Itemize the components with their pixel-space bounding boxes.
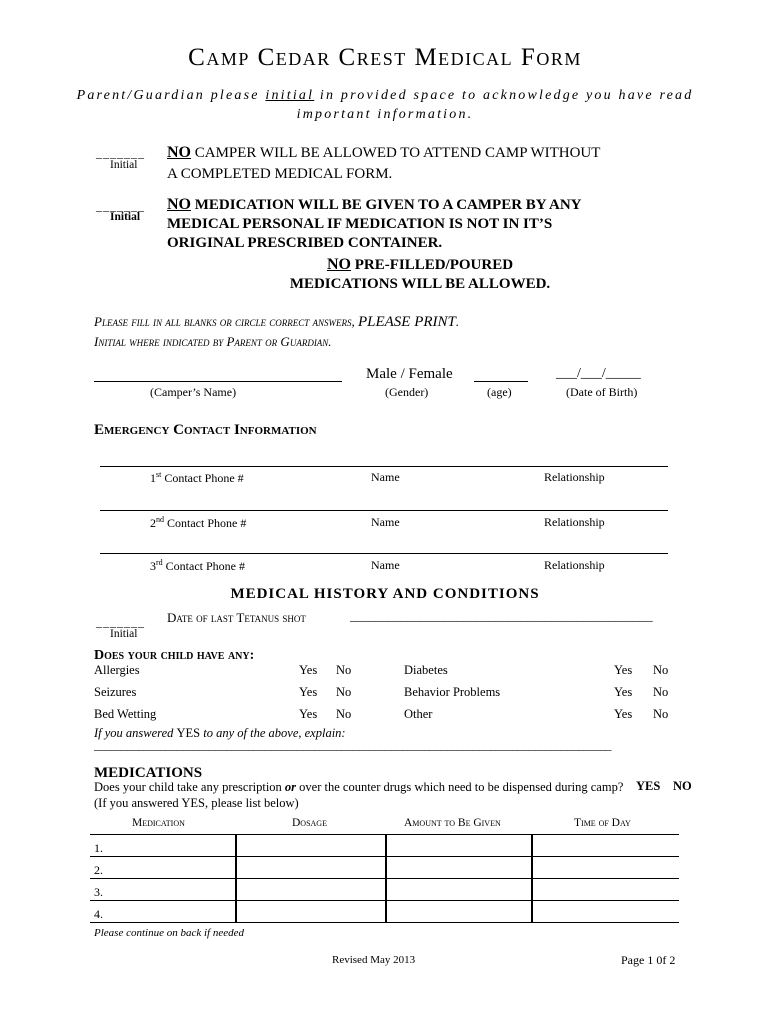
row-4-dosage[interactable] [236,901,386,923]
warning-2-line1: MEDICATION WILL BE GIVEN TO A CAMPER BY ANY [191,197,582,213]
allergies-yes[interactable]: Yes [299,663,318,677]
continue-note: Please continue on back if needed [94,927,244,939]
warning-3-line2: MEDICATIONS WILL BE ALLOWED. [289,276,551,292]
diabetes-no[interactable]: No [653,663,669,677]
initial-blank-tetanus[interactable]: _______ [96,615,145,629]
explain-prompt-a: If you answered [94,726,177,740]
medications-question-a: Does your child take any prescription [94,780,285,794]
subtitle-initial: initial [265,88,315,103]
initial-label-tetanus: Initial [110,628,138,640]
subtitle-after: in provided space to acknowledge you have read important information. [296,88,694,122]
tetanus-label: Date of last Tetanus shot [167,610,306,625]
row-4-medication[interactable]: 4. [90,901,236,923]
medications-table [90,834,679,923]
form-subtitle [60,86,710,124]
other-yes[interactable]: Yes [614,707,633,721]
contact-1-phone-text: Contact Phone # [161,471,244,485]
row-4-time[interactable] [532,901,679,923]
row-2-amount[interactable] [386,857,532,879]
initial-blank-2[interactable]: _______ [96,199,145,213]
allergies-no[interactable]: No [336,663,352,677]
contact-3-phone-label [150,558,245,574]
instructions-line1-a: Please fill in all blanks or circle correct answers, [94,314,358,329]
contact-1-name-label: Name [371,470,400,484]
tetanus-date-field[interactable]: ________________________________________________ [350,608,653,623]
contact-1-sup: st [156,470,162,479]
table-row [90,901,679,923]
camper-name-field[interactable] [94,367,342,382]
subtitle-before: Parent/Guardian please [76,88,266,103]
other-no[interactable]: No [653,707,669,721]
contact-3-name-label: Name [371,558,400,572]
condition-behavior-problems: Behavior Problems [404,685,501,699]
instructions-line1-c: . [455,314,460,329]
row-3-medication[interactable]: 3. [90,879,236,901]
warning-2-line3: ORIGINAL PRESCRIBED CONTAINER. [167,235,443,251]
bed-wetting-no[interactable]: No [336,707,352,721]
table-row [90,857,679,879]
instructions [94,312,459,351]
row-3-dosage[interactable] [236,879,386,901]
contact-1-num: 1 [150,471,156,485]
revised-date: Revised May 2013 [332,954,416,966]
warning-1-no: NO [167,144,191,161]
warning-2-no: NO [167,196,191,213]
dob-label: (Date of Birth) [566,385,638,399]
row-1-amount[interactable] [386,835,532,857]
page-number: Page 1 0f 2 [621,953,676,967]
contact-1-line[interactable] [100,466,668,467]
explain-field[interactable]: ______________________________________________________________________________________________ [94,738,611,752]
medications-yes[interactable]: YES [636,779,661,793]
contact-3-num: 3 [150,559,156,573]
warning-3-no: NO [326,256,351,273]
contact-2-phone-label [150,515,246,531]
explain-prompt-yes: YES [176,726,201,740]
contact-2-line[interactable] [100,510,668,511]
warning-3 [250,255,590,294]
row-1-medication[interactable]: 1. [90,835,236,857]
bed-wetting-yes[interactable]: Yes [299,707,318,721]
row-2-medication[interactable]: 2. [90,857,236,879]
form-title: Camp Cedar Crest Medical Form [188,44,582,71]
contact-1-relationship-label: Relationship [544,470,605,484]
row-2-time[interactable] [532,857,679,879]
contact-3-line[interactable] [100,553,668,554]
medications-no[interactable]: NO [673,779,692,793]
initial-label-1: Initial [110,159,138,171]
contact-3-phone-text: Contact Phone # [162,559,245,573]
condition-diabetes: Diabetes [404,663,448,677]
contact-3-sup: rd [156,558,163,567]
row-2-dosage[interactable] [236,857,386,879]
column-dosage: Dosage [292,817,327,829]
contact-3-relationship-label: Relationship [544,558,605,572]
camper-name-label: (Camper’s Name) [150,385,237,399]
row-1-dosage[interactable] [236,835,386,857]
instructions-line2: Initial where indicated by Parent or Guardian. [94,334,332,349]
medications-question [94,780,623,795]
behavior-problems-yes[interactable]: Yes [614,685,633,699]
contact-2-num: 2 [150,516,156,530]
contact-2-name-label: Name [371,515,400,529]
emergency-heading: Emergency Contact Information [94,422,317,438]
warning-2 [167,195,582,253]
column-amount: Amount to Be Given [404,817,501,829]
does-child-have-heading: Does your child have any: [94,648,255,663]
dob-field[interactable]: ___/___/_____ [556,366,641,381]
warning-3-line1: PRE-FILLED/POURED [350,257,514,273]
warning-1-line2: A COMPLETED MEDICAL FORM. [167,166,393,182]
medications-question-or: or [284,780,297,794]
column-medication: Medication [132,817,185,829]
condition-seizures: Seizures [94,685,137,699]
gender-options[interactable]: Male / Female [366,366,453,382]
contact-2-phone-text: Contact Phone # [164,516,247,530]
age-field[interactable] [474,367,528,382]
table-row [90,835,679,857]
table-row [90,879,679,901]
warning-2-line2: MEDICAL PERSONAL IF MEDICATION IS NOT IN IT’S [167,216,553,232]
gender-label: (Gender) [385,385,429,399]
medications-heading: MEDICATIONS [94,765,203,781]
column-time-of-day: Time of Day [574,817,631,829]
row-3-amount[interactable] [386,879,532,901]
initial-blank-1[interactable]: _______ [96,146,145,160]
row-1-time[interactable] [532,835,679,857]
warning-1 [167,143,600,184]
instructions-please-print: PLEASE PRINT [357,314,456,330]
contact-2-sup: nd [156,515,164,524]
condition-bed-wetting: Bed Wetting [94,707,157,721]
medical-history-heading: MEDICAL HISTORY AND CONDITIONS [230,586,540,602]
explain-prompt-c: to any of the above, explain: [200,726,346,740]
diabetes-yes[interactable]: Yes [614,663,633,677]
row-3-time[interactable] [532,879,679,901]
initial-label-2: Initial [110,211,141,223]
contact-2-relationship-label: Relationship [544,515,605,529]
row-4-amount[interactable] [386,901,532,923]
condition-allergies: Allergies [94,663,140,677]
medications-question-c: over the counter drugs which need to be dispensed during camp? [296,780,624,794]
warning-1-line1: CAMPER WILL BE ALLOWED TO ATTEND CAMP WITHOUT [191,145,601,161]
contact-1-phone-label [150,470,244,486]
behavior-problems-no[interactable]: No [653,685,669,699]
medications-list-note: (If you answered YES, please list below) [94,796,299,810]
seizures-yes[interactable]: Yes [299,685,318,699]
condition-other: Other [404,707,433,721]
age-label: (age) [487,385,512,399]
seizures-no[interactable]: No [336,685,352,699]
